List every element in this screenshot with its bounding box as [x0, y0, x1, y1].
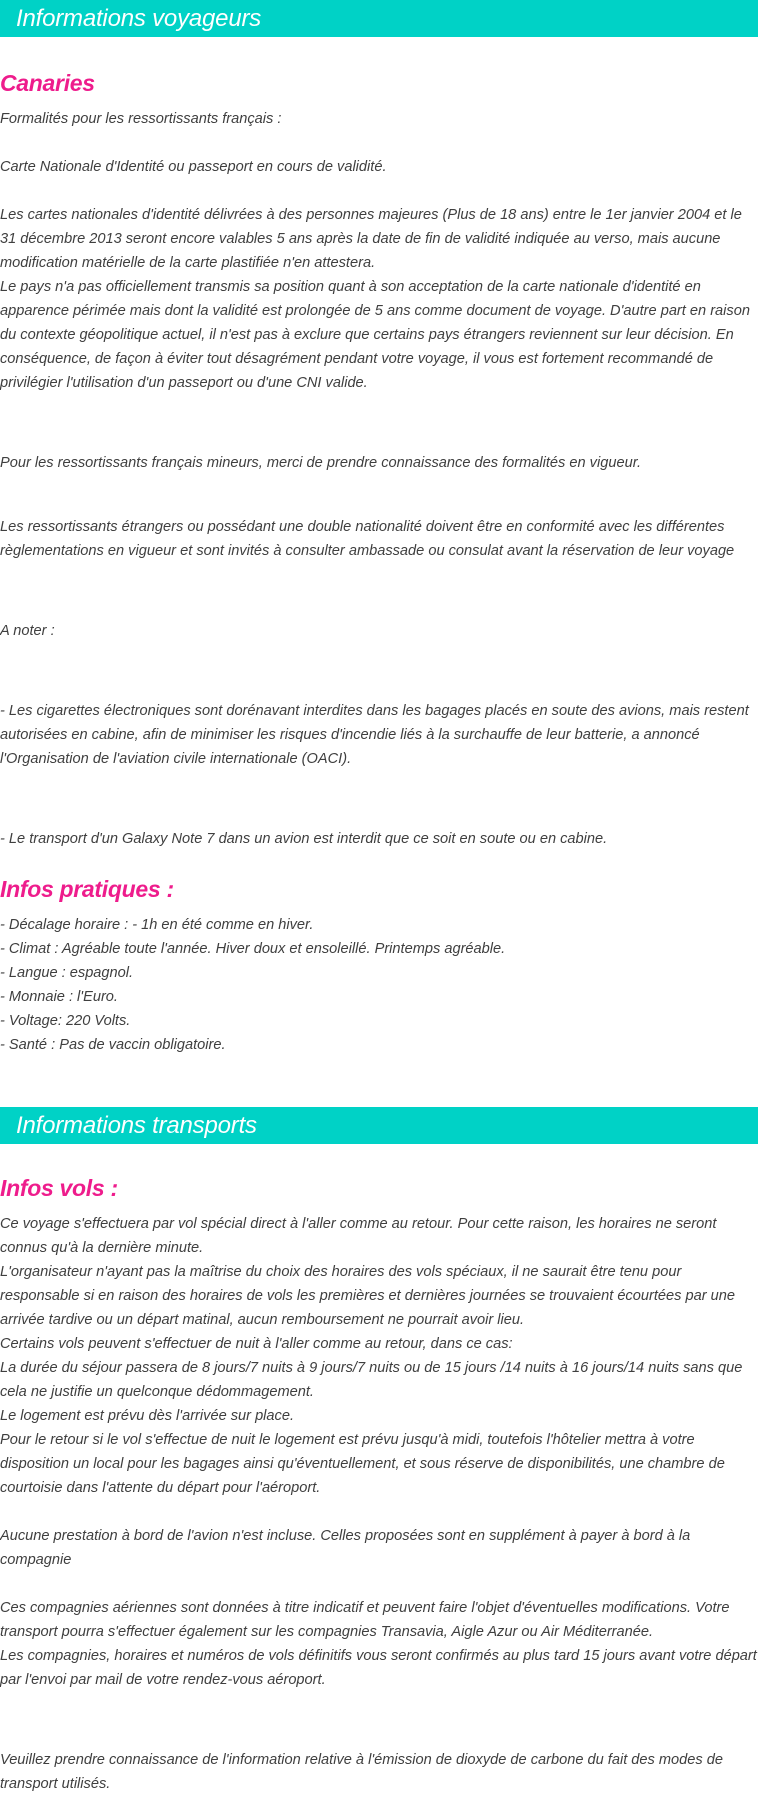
infos-pratiques-list: [0, 913, 758, 1057]
banner-informations-transports: Informations transports: [0, 1107, 758, 1144]
prestation-text: Aucune prestation à bord de l'avion n'est incluse. Celles proposées sont en supplément à payer à bord à la compagnie: [0, 1528, 691, 1568]
info-langue: - Langue : espagnol.: [0, 965, 134, 981]
formalites-intro: Formalités pour les ressortissants français :: [0, 111, 282, 127]
info-decalage-horaire: - Décalage horaire : - 1h en été comme en hiver.: [0, 917, 314, 933]
info-sante: - Santé : Pas de vaccin obligatoire.: [0, 1037, 226, 1053]
info-climat: - Climat : Agréable toute l'année. Hiver doux et ensoleillé. Printemps agréable.: [0, 941, 506, 957]
infos-vols-heading: Infos vols :: [0, 1175, 118, 1201]
destination-heading: Canaries: [0, 70, 95, 96]
carte-identite-text: Carte Nationale d'Identité ou passeport en cours de validité.: [0, 159, 387, 175]
a-noter-label: A noter :: [0, 623, 55, 639]
info-voltage: - Voltage: 220 Volts.: [0, 1013, 131, 1029]
galaxy-notice: - Le transport d'un Galaxy Note 7 dans un avion est interdit que ce soit en soute ou en cabine.: [0, 831, 608, 847]
vols-details-text: Ce voyage s'effectuera par vol spécial direct à l'aller comme au retour. Pour cette raison, les horaires ne seront connus qu'à la dernière minute. L'organisateur n'ayant pas la maîtrise du choix des horaires des vols spéciaux, il ne saurait être tenu pour responsable si en raison des horaires de vols les premières et dernières journées se trouvaient écourtées par une arrivée tardive ou un départ matinal, aucun remboursement ne pourrait avoir lieu. Certains vols peuvent s'effectuer de nuit à l'aller comme au retour, dans ce cas: La durée du séjour passera de 8 jours/7 nuits à 9 jours/7 nuits ou de 15 jours /14 nuits à 16 jours/14 nuits sans que cela ne justifie un quelconque dédommagement. Le logement est prévu dès l'arrivée sur place. Pour le retour si le vol s'effectue de nuit le logement est prévu jusqu'à midi, toutefois l'hôtelier mettra à votre disposition un local pour les bagages ainsi qu'éventuellement, et sous réserve de disponibilités, une chambre de courtoisie dans l'attente du départ pour l'aéroport.: [0, 1216, 743, 1496]
info-monnaie: - Monnaie : l'Euro.: [0, 989, 118, 1005]
banner-informations-voyageurs: Informations voyageurs: [0, 0, 758, 37]
etrangers-text: Les ressortissants étrangers ou possédant une double nationalité doivent être en conformité avec les différentes règlementations en vigueur et sont invités à consulter ambassade ou consulat avant la réservation de leur voyage: [0, 519, 735, 559]
cni-validity-text: Les cartes nationales d'identité délivrées à des personnes majeures (Plus de 18 ans) entre le 1er janvier 2004 et le 31 décembre 2013 seront encore valables 5 ans après la date de fin de validité indiquée au verso, mais aucune modification matérielle de la carte plastifiée n'en attestera. Le pays n'a pas officiellement transmis sa position quant à son acceptation de la carte nationale d'identité en apparence périmée mais dont la validité est prolongée de 5 ans comme document de voyage. D'autre part en raison du contexte géopolitique actuel, il n'est pas à exclure que certains pays étrangers reviennent sur leur décision. En conséquence, de façon à éviter tout désagrément pendant votre voyage, il vous est fortement recommandé de privilégier l'utilisation d'un passeport ou d'une CNI valide.: [0, 207, 750, 391]
infos-pratiques-heading: Infos pratiques :: [0, 876, 174, 902]
co2-information-text: Veuillez prendre connaissance de l'information relative à l'émission de dioxyde de carbone du fait des modes de transport utilisés.: [0, 1752, 723, 1792]
compagnies-text: Ces compagnies aériennes sont données à titre indicatif et peuvent faire l'objet d'éventuelles modifications. Votre transport pourra s'effectuer également sur les compagnies Transavia, Aigle Azur ou Air Méditerranée. Les compagnies, horaires et numéros de vols définitifs vous seront confirmés au plus tard 15 jours avant votre départ par l'envoi par mail de votre rendez-vous aéroport.: [0, 1600, 757, 1688]
cigarettes-notice: - Les cigarettes électroniques sont dorénavant interdites dans les bagages placés en soute des avions, mais restent autorisées en cabine, afin de minimiser les risques d'incendie liés à la surchauffe de leur batterie, a annoncé l'Organisation de l'aviation civile internationale (OACI).: [0, 703, 749, 767]
mineurs-text: Pour les ressortissants français mineurs, merci de prendre connaissance des formalités en vigueur.: [0, 455, 642, 471]
